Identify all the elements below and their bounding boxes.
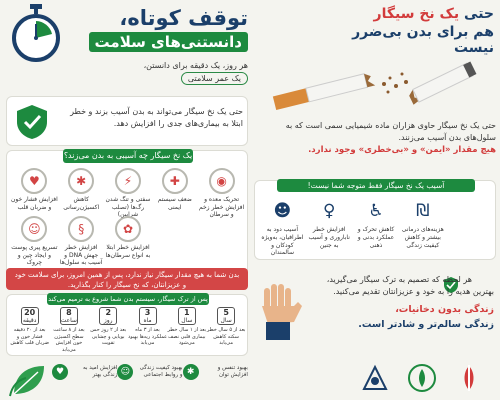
harm-list — [259, 197, 493, 257]
right-column — [252, 0, 498, 400]
damage-label: سفتی و تنگ شدن رگ‌ها (تصلب شرایین) — [105, 196, 151, 218]
damage-label: تحریک معده و افزایش خطر زخم و سرطان — [198, 196, 245, 218]
damage-grid — [10, 167, 245, 266]
damage-header: یک نخ سیگار چه آسیبی به بدن می‌زند؟ — [63, 149, 193, 163]
timeline-step — [206, 307, 245, 353]
info-paragraph: حتی یک نخ سیگار حاوی هزاران ماده شیمیایی سمی است که به سلول‌های بدن آسیب می‌زنند. — [285, 121, 496, 142]
damage-item — [105, 215, 152, 263]
harm-label: آسیب دود به اطرافیان، به‌ویژه کودکان و سالمندان — [261, 226, 304, 257]
timeline-unit: دقیقه — [22, 316, 37, 324]
damage-label: تسریع پیری پوست و ایجاد چین و چروک — [11, 244, 58, 266]
shield-icon: ✚ — [162, 168, 188, 194]
hand-refusing-icon — [258, 282, 306, 342]
harm-label: کاهش تحرک و عملکرد بدنی و ذهنی — [357, 226, 395, 249]
damage-label: ضعف سیستم ایمنی — [157, 196, 192, 211]
timeline-row — [10, 307, 246, 353]
timeline-badge — [217, 307, 235, 325]
health-ministry-logo — [407, 363, 437, 393]
timeline-unit: ماه — [143, 316, 152, 324]
timeline-header: پس از ترک سیگار، سیستم بدن شما شروع به ترمیم می‌کند — [48, 295, 208, 303]
quote-text — [314, 274, 494, 332]
timeline-unit: سال — [220, 316, 232, 324]
timeline-step — [89, 307, 128, 353]
harm-item — [399, 197, 446, 257]
damage-label: کاهش اکسیژن‌رسانی — [63, 196, 100, 211]
quote-line-1: هر لحظه که تصمیم به ترک سیگار می‌گیرید، — [326, 275, 472, 284]
timeline-step — [128, 307, 167, 353]
timeline-text: بعد از ۸ ساعت سطح اکسیژن خون افزایش می‌یابد — [53, 327, 85, 353]
intro-card — [6, 96, 248, 146]
benefits-row — [6, 360, 248, 398]
damage-label: افزایش خطر ابتلا به انواع سرطان‌ها — [105, 244, 151, 259]
timeline-text: بعد از ۲۰ دقیقه فشار خون و ضربان قلب کاهش — [10, 327, 49, 346]
stopwatch-icon — [10, 4, 62, 62]
warning-banner — [6, 268, 248, 290]
heart-pulse-icon: ♥ — [21, 168, 47, 194]
wheelchair-icon: ♿ — [368, 201, 384, 221]
pregnant-icon: ♀ — [322, 201, 336, 221]
timeline-number: 5 — [223, 308, 229, 317]
lungs-icon: ✱ — [68, 168, 94, 194]
recovery-timeline — [6, 294, 248, 356]
dna-icon: § — [68, 216, 94, 242]
benefit-item — [117, 364, 182, 380]
harm-header: آسیب یک نخ سیگار فقط متوجه شما نیست! — [277, 179, 475, 192]
timeline-badge — [60, 307, 78, 325]
damage-item — [58, 215, 105, 266]
damage-item — [151, 167, 198, 215]
title-pre: حتی — [459, 6, 494, 22]
harm-section — [254, 180, 496, 260]
timeline-step — [49, 307, 88, 353]
timeline-badge — [99, 307, 117, 325]
timeline-badge — [139, 307, 157, 325]
title-highlight: یک نخ سیگار — [373, 6, 460, 22]
timeline-text: بعد از ۲ روز حس بویایی و چشایی تقویت — [90, 327, 127, 346]
tagline-line-2: یک عمر سلامتی — [181, 72, 248, 86]
benefit-label: بهبود تنفس و افزایش توان — [217, 364, 248, 378]
right-title — [332, 6, 494, 56]
family-icon: ☻ — [273, 201, 292, 221]
damage-item — [198, 167, 245, 218]
quote-closing: زندگی سالم‌تر و شادتر است. — [358, 318, 494, 330]
family-icon: ☺ — [117, 364, 133, 380]
right-title-line-1 — [332, 6, 494, 22]
benefit-item — [52, 364, 117, 380]
timeline-text: بعد از ۵ سال خطر سکته کاهش می‌یابد — [206, 327, 246, 346]
harm-item — [306, 197, 353, 257]
quote-highlight: زندگی بدون دخانیات، — [395, 303, 494, 315]
harm-label: هزینه‌های درمانی بیشتر و کاهش کیفیت زندگی — [401, 226, 444, 249]
timeline-number: 3 — [144, 308, 151, 317]
damage-item — [11, 167, 58, 215]
timeline-unit: روز — [103, 316, 113, 324]
damage-label: افزایش خطر جهش DNA و آسیب به سلول‌ها — [59, 244, 103, 266]
emblem-logo — [454, 363, 484, 393]
timeline-step — [167, 307, 206, 353]
cancer-icon: ✿ — [115, 216, 141, 242]
skin-icon: ☺ — [21, 216, 47, 242]
benefit-item — [183, 364, 248, 380]
subtitle-text: دانستنی‌های سلامت — [89, 32, 248, 52]
timeline-number: 20 — [24, 308, 36, 317]
quote-section — [254, 268, 496, 368]
timeline-number: 1 — [184, 308, 190, 317]
info-warning: هیچ مقدار «ایمن» و «بی‌خطری» وجود ندارد. — [308, 145, 496, 155]
damage-item — [105, 167, 152, 218]
timeline-number: 8 — [66, 308, 72, 317]
benefit-label: بهبود کیفیت زندگی و روابط اجتماعی — [139, 364, 183, 378]
harm-item — [259, 197, 306, 257]
tagline — [78, 60, 248, 85]
money-icon: ₪ — [416, 201, 430, 221]
damage-section — [6, 150, 248, 276]
university-logo — [360, 363, 390, 393]
timeline-badge — [21, 307, 39, 325]
intro-text: حتی یک نخ سیگار می‌تواند به بدن آسیب بزند و خطر ابتلا به بیماری‌های جدی را افزایش دهد. — [70, 107, 243, 129]
stomach-icon: ◉ — [209, 168, 235, 194]
warning-line-1: بدن شما به هیچ مقدار سیگار نیاز ندارد، پس از همین امروز، برای سلامت خود — [14, 271, 240, 279]
damage-item — [58, 167, 105, 215]
lungs-icon: ✱ — [183, 364, 199, 380]
left-column — [4, 0, 250, 400]
heart-icon: ♥ — [52, 364, 68, 380]
info-text — [254, 120, 496, 180]
benefit-label: افزایش امید به زندگی بهتر — [83, 364, 118, 378]
timeline-step — [10, 307, 49, 353]
quote-line-2: بهترین هدیه را به خود و عزیزانتان تقدیم می‌کنید. — [333, 287, 494, 297]
stroke-icon: ⚡ — [115, 168, 141, 194]
timeline-unit: ساعت — [60, 316, 77, 324]
logos-row — [352, 360, 492, 396]
timeline-unit: سال — [181, 316, 193, 324]
right-title-line-2: هم برای بدن بی‌ضرر نیست — [352, 24, 494, 56]
shield-check-icon — [13, 103, 51, 141]
page-subtitle — [66, 33, 248, 51]
page-title: توقف کوتاه، — [119, 6, 248, 30]
timeline-number: 2 — [105, 308, 112, 317]
tagline-line-1: هر روز، یک دقیقه برای دانستن، — [143, 61, 248, 70]
broken-cigarette-illustration — [256, 56, 494, 116]
damage-label: افزایش فشار خون و ضربان قلب — [10, 196, 58, 211]
leaf-icon — [8, 362, 48, 398]
warning-line-2: و عزیزانتان، که نخ سیگار را کنار بگذارید. — [67, 281, 187, 290]
harm-label: افزایش خطر ناباروری و آسیب به جنین — [308, 226, 350, 249]
damage-item — [11, 215, 58, 266]
timeline-badge — [178, 307, 196, 325]
harm-item — [353, 197, 400, 257]
benefits-list — [52, 364, 248, 380]
timeline-text: بعد از ۱ سال خطر بیماری قلبی نصف می‌شود — [167, 327, 207, 346]
timeline-text: بعد از ۳ ماه عملکرد ریه‌ها بهبود می‌یابد — [127, 327, 168, 346]
